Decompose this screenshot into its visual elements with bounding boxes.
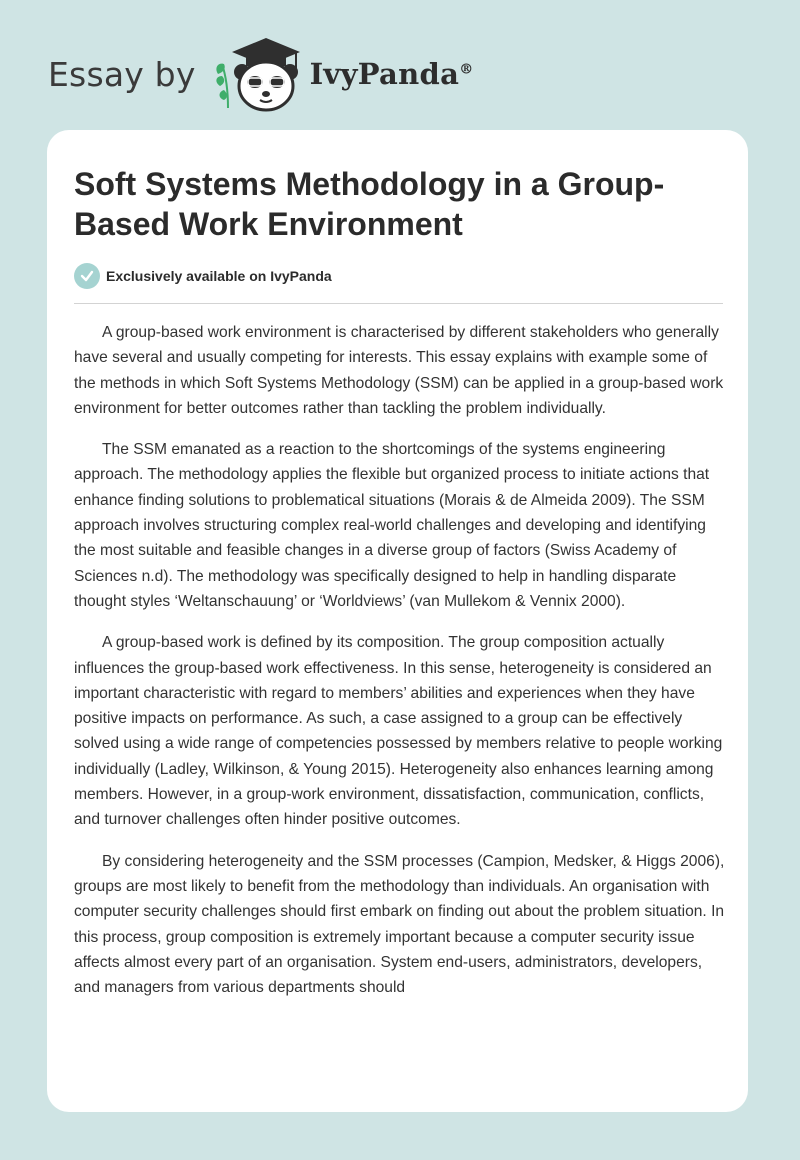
check-icon: [74, 263, 100, 289]
paragraph: A group-based work environment is characterised by different stakeholders who generally have several and usually competing for interests. This essay explains with example some of the methods in which Soft Systems Methodology (SSM) can be applied in a group-based work environment for better outcomes rather than tackling the problem individually.: [74, 324, 724, 417]
paragraph: By considering heterogeneity and the SSM processes (Campion, Medsker, & Higgs 2006), groups are most likely to benefit from the methodology than individuals. An organisation with computer security challenges should first embark on finding out about the problem situation. In this process, group composition is extremely important because a computer security issue affects almost every part of an organisation. System end-users, administrators, developers, and managers from various departments should: [74, 852, 725, 997]
site-header: [48, 34, 474, 114]
brand-name[interactable]: IvyPanda®: [309, 57, 474, 91]
exclusive-badge: [74, 263, 332, 289]
essay-card: [47, 130, 748, 1112]
page-title: Soft Systems Methodology in a Group-Based Work Environment: [74, 166, 665, 242]
essay-body: [74, 320, 726, 1016]
divider: [74, 303, 723, 304]
essay-by-label: Essay by: [48, 54, 196, 94]
paragraph: The SSM emanated as a reaction to the shortcomings of the systems engineering approach. The methodology applies the flexible but organized process to initiate actions that enhance finding solutions to problematical situations (Morais & de Almeida 2009). The SSM approach involves structuring complex real-world challenges and developing and identifying the most suitable and feasible changes in a diverse group of factors (Swiss Academy of Sciences n.d). The methodology was specifically designed to help in handling disparate thought styles ‘Weltanschauung’ or ‘Worldviews’ (van Mullekom & Vennix 2000).: [74, 441, 710, 610]
ivypanda-logo-icon[interactable]: [212, 34, 304, 114]
registered-mark: ®: [459, 61, 474, 78]
paragraph: A group-based work is defined by its composition. The group composition actually influences the group-based work effectiveness. In this sense, heterogeneity is considered an important characteristic with regard to members’ abilities and experiences when they have positive impacts on performance. As such, a case assigned to a group can be effectively solved using a wide range of competencies possessed by members relative to people working individually (Ladley, Wilkinson, & Young 2015). Heterogeneity also enhances learning among members. However, in a group-work environment, dissatisfaction, communication, conflicts, and turnover challenges often hinder positive outcomes.: [74, 634, 723, 829]
badge-text: Exclusively available on IvyPanda: [106, 268, 332, 284]
